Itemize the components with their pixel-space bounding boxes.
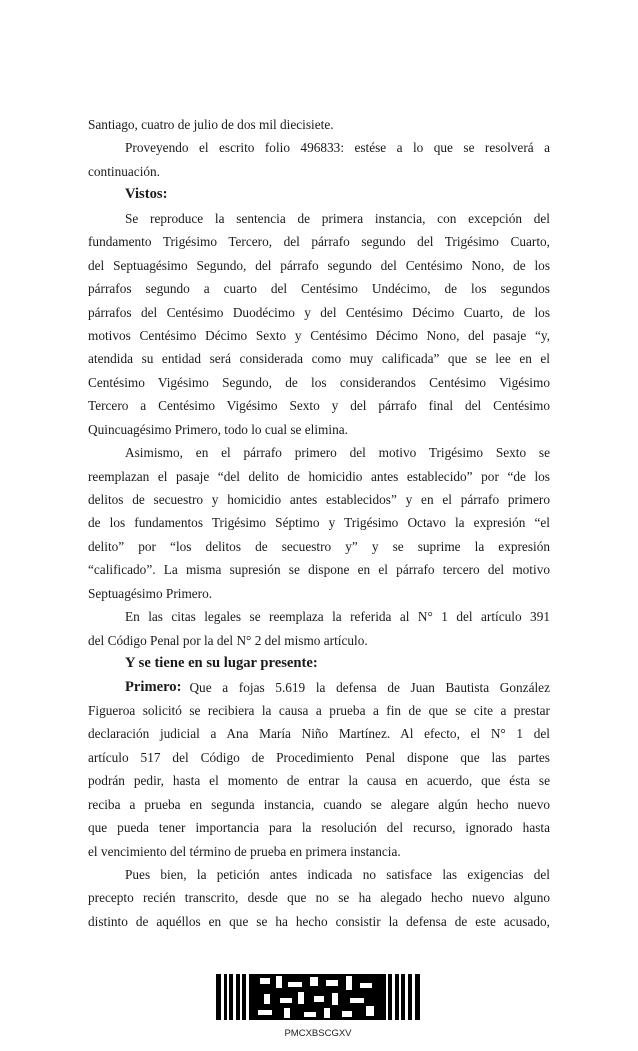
vistos-heading: Vistos: <box>125 186 168 203</box>
text-line: reemplazan el pasaje “del delito de homicidio antes establecido” por “de los <box>88 468 550 484</box>
text-line: fundamento Trigésimo Tercero, del párrafo segundo del Trigésimo Cuarto, <box>88 234 550 250</box>
text-line: Proveyendo el escrito folio 496833: estése a lo que se resolverá a <box>125 140 550 156</box>
text-line: artículo 517 del Código de Procedimiento Penal dispone que las partes <box>88 749 550 765</box>
date-line: Santiago, cuatro de julio de dos mil diecisiete. <box>88 117 334 132</box>
document-body <box>88 113 550 933</box>
text-line: podrán pedir, hasta el momento de entrar la causa en acuerdo, que ésta se <box>88 773 550 789</box>
text-line: Pues bien, la petición antes indicada no satisface las exigencias del <box>125 867 550 882</box>
text-line: precepto recién transcrito, desde que no se ha alegado hecho nuevo alguno <box>88 890 550 906</box>
text-line: Tercero a Centésimo Vigésimo Sexto y del párrafo final del Centésimo <box>88 398 550 414</box>
text-line: el vencimiento del término de prueba en primera instancia. <box>88 843 401 859</box>
primero-first-line <box>88 676 550 699</box>
primero-label: Primero: <box>125 678 182 695</box>
text-line: declaración judicial a Ana María Niño Martínez. Al efecto, el N° 1 del <box>88 726 550 742</box>
text-line: que pueda tener importancia para la resolución del recurso, ignorado hasta <box>88 820 550 836</box>
text-line: En las citas legales se reemplaza la referida al N° 1 del artículo 391 <box>125 609 550 625</box>
text-line: reciba a prueba en segunda instancia, cuando se alegare algún hecho nuevo <box>88 796 550 812</box>
text-line: del Septuagésimo Segundo, del párrafo segundo del Centésimo Nono, de los <box>88 257 550 273</box>
text-line: Quincuagésimo Primero, todo lo cual se elimina. <box>88 421 348 437</box>
text-line: delitos de secuestro y homicidio antes establecidos” y en el párrafo primero <box>88 492 550 507</box>
text-line: Figueroa solicitó se recibiera la causa a prueba a fin de que se cite a prestar <box>88 702 550 718</box>
text-line: distinto de aquéllos en que se ha hecho consistir la defensa de este acusado, <box>88 913 550 929</box>
text-line: de los fundamentos Trigésimo Séptimo y Trigésimo Octavo la expresión “el <box>88 515 550 531</box>
text-line: párrafos segundo a cuarto del Centésimo Undécimo, de los segundos <box>88 281 550 297</box>
text-line: continuación. <box>88 163 161 179</box>
text-line: atendida su entidad será considerada como muy calificada” que se lee en el <box>88 351 550 367</box>
text-line: Centésimo Vigésimo Segundo, de los considerandos Centésimo Vigésimo <box>88 374 550 390</box>
text-line: delito” por “los delitos de secuestro y” y se suprime la expresión <box>88 538 550 554</box>
primero-first-text: Que a fojas 5.619 la defensa de Juan Bautista González <box>189 679 550 695</box>
text-line: Asimismo, en el párrafo primero del motivo Trigésimo Sexto se <box>125 445 550 461</box>
text-line: Se reproduce la sentencia de primera instancia, con excepción del <box>125 210 550 226</box>
tiene-heading: Y se tiene en su lugar presente: <box>125 655 318 672</box>
verification-barcode-icon <box>216 974 420 1020</box>
text-line: del Código Penal por la del N° 2 del mismo artículo. <box>88 632 368 648</box>
text-line: párrafos del Centésimo Duodécimo y del Centésimo Décimo Cuarto, de los <box>88 304 550 320</box>
text-line: Septuagésimo Primero. <box>88 585 213 601</box>
verification-code: PMCXBSCGXV <box>216 1024 420 1044</box>
text-line: “calificado”. La misma supresión se dispone en el párrafo tercero del motivo <box>88 562 550 578</box>
text-line: motivos Centésimo Décimo Sexto y Centésimo Décimo Nono, del pasaje “y, <box>88 327 550 343</box>
